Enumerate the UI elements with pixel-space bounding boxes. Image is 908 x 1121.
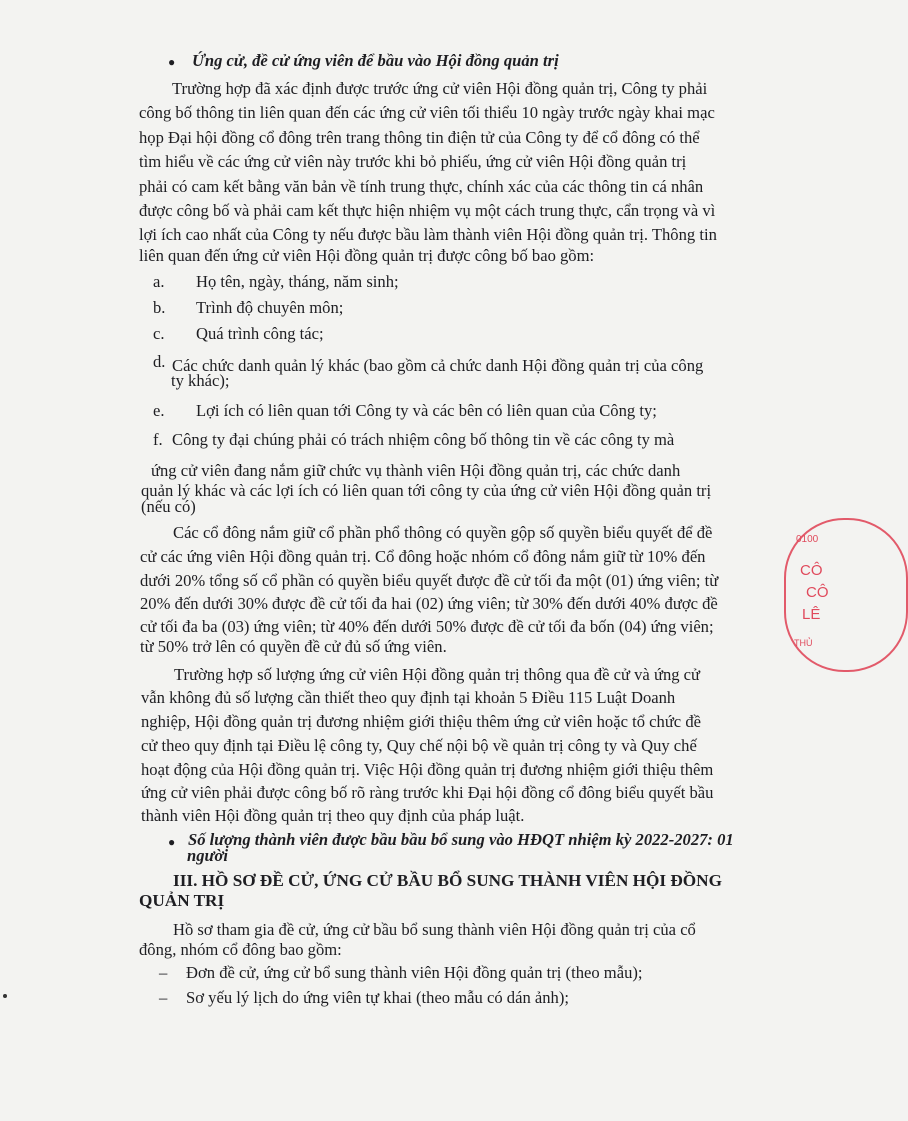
seal-text: CÔ — [800, 562, 823, 579]
paragraph-line: lợi ích cao nhất của Công ty nếu được bầu làm thành viên Hội đồng quản trị. Thông tin — [139, 225, 717, 244]
list-marker: f. — [153, 430, 163, 449]
section-title: III. HỒ SƠ ĐỀ CỬ, ỨNG CỬ BẦU BỔ SUNG THÀNH VIÊN HỘI ĐỒNG — [173, 871, 722, 890]
paragraph-line: cử theo quy định tại Điều lệ công ty, Quy chế nội bộ về quản trị công ty và Quy chế — [141, 736, 697, 755]
section-title-continued: QUẢN TRỊ — [139, 891, 225, 910]
scan-speck — [3, 994, 7, 998]
paragraph-line: cử các ứng viên Hội đồng quản trị. Cổ đông hoặc nhóm cổ đông nắm giữ từ 10% đến — [140, 547, 706, 566]
list-marker: e. — [153, 401, 165, 420]
list-item-continued: (nếu có) — [141, 497, 196, 516]
list-marker: d. — [153, 352, 166, 371]
dash-icon: – — [159, 963, 168, 982]
paragraph-line: hoạt động của Hội đồng quản trị. Việc Hội đồng quản trị đương nhiệm giới thiệu thêm — [141, 760, 714, 779]
list-item-continued: ty khác); — [171, 371, 230, 390]
bullet-icon: ● — [168, 835, 176, 849]
paragraph-line: họp Đại hội đồng cổ đông trên trang thông tin điện tử của Công ty để cổ đông có thể — [139, 128, 700, 147]
list-item: Đơn đề cử, ứng cử bổ sung thành viên Hội đồng quản trị (theo mẫu); — [186, 963, 643, 982]
paragraph-line: Trường hợp số lượng ứng cử viên Hội đồng quản trị thông qua đề cử và ứng cử — [174, 665, 701, 684]
paragraph-line: Các cổ đông nắm giữ cổ phần phổ thông có quyền gộp số quyền biểu quyết để đề — [173, 523, 713, 542]
seal-text: LÊ — [802, 606, 821, 623]
list-item: Trình độ chuyên môn; — [196, 298, 344, 317]
list-item: Lợi ích có liên quan tới Công ty và các bên có liên quan của Công ty; — [196, 401, 657, 420]
paragraph-line: ứng cử viên phải được công bố rõ ràng trước khi Đại hội đồng cổ đông biểu quyết bầu — [141, 783, 714, 802]
list-item-continued: quản lý khác và các lợi ích có liên quan tới công ty của ứng cử viên Hội đồng quản trị — [141, 481, 712, 500]
section-heading: Ứng cử, đề cử ứng viên để bầu vào Hội đồng quản trị — [192, 51, 559, 70]
seal-text: 0100 — [796, 534, 819, 545]
paragraph-line: Hồ sơ tham gia đề cử, ứng cử bầu bổ sung thành viên Hội đồng quản trị của cổ — [173, 920, 696, 939]
list-item: Họ tên, ngày, tháng, năm sinh; — [196, 272, 399, 291]
section-heading: Số lượng thành viên được bầu bầu bổ sung vào HĐQT nhiệm kỳ 2022-2027: 01 — [188, 830, 734, 849]
list-item: Quá trình công tác; — [196, 324, 324, 343]
paragraph-line: liên quan đến ứng cử viên Hội đồng quản trị được công bố bao gồm: — [139, 246, 595, 265]
list-marker: a. — [153, 272, 165, 291]
company-seal — [784, 518, 908, 672]
paragraph-line: cử tối đa ba (03) ứng viên; từ 40% đến dưới 50% được đề cử tối đa bốn (04) ứng viên; — [140, 617, 714, 636]
paragraph-line: từ 50% trở lên có quyền đề cử đủ số ứng viên. — [140, 637, 447, 656]
paragraph-line: công bố thông tin liên quan đến các ứng cử viên tối thiểu 10 ngày trước ngày khai mạc — [139, 103, 715, 122]
list-marker: c. — [153, 324, 165, 343]
paragraph-line: đông, nhóm cổ đông bao gồm: — [139, 940, 342, 959]
seal-text: CÔ — [806, 584, 829, 601]
paragraph-line: vẫn không đủ số lượng cần thiết theo quy định tại khoản 5 Điều 115 Luật Doanh — [141, 688, 676, 707]
bullet-icon: ● — [168, 55, 176, 69]
list-marker: b. — [153, 298, 166, 317]
paragraph-line: phải có cam kết bằng văn bản về tính trung thực, chính xác của các thông tin cá nhân — [139, 177, 704, 196]
dash-icon: – — [159, 988, 168, 1007]
paragraph-line: thành viên Hội đồng quản trị theo quy định của pháp luật. — [141, 806, 525, 825]
list-item: Sơ yếu lý lịch do ứng viên tự khai (theo mẫu có dán ảnh); — [186, 988, 569, 1007]
paragraph-line: được công bố và phải cam kết thực hiện nhiệm vụ một cách trung thực, cẩn trọng và vì — [139, 201, 716, 220]
paragraph-line: nghiệp, Hội đồng quản trị đương nhiệm giới thiệu thêm ứng cử viên hoặc tổ chức đề — [141, 712, 701, 731]
paragraph-line: 20% đến dưới 30% được đề cử tối đa hai (02) ứng viên; từ 30% đến dưới 40% được đề — [140, 594, 718, 613]
list-item: Công ty đại chúng phải có trách nhiệm công bố thông tin về các công ty mà — [172, 430, 675, 449]
list-item-continued: ứng cử viên đang nắm giữ chức vụ thành viên Hội đồng quản trị, các chức danh — [151, 461, 681, 480]
paragraph-line: tìm hiểu về các ứng cử viên này trước khi bỏ phiếu, ứng cử viên Hội đồng quản trị — [139, 152, 687, 171]
paragraph-line: dưới 20% tổng số cổ phần có quyền biểu quyết được đề cử tối đa một (01) ứng viên; từ — [140, 571, 719, 590]
list-item: Các chức danh quản lý khác (bao gồm cả chức danh Hội đồng quản trị của công — [172, 356, 704, 375]
seal-text: THỦ — [794, 638, 813, 648]
section-heading-continued: người — [187, 846, 228, 865]
paragraph-line: Trường hợp đã xác định được trước ứng cử viên Hội đồng quản trị, Công ty phải — [172, 79, 708, 98]
